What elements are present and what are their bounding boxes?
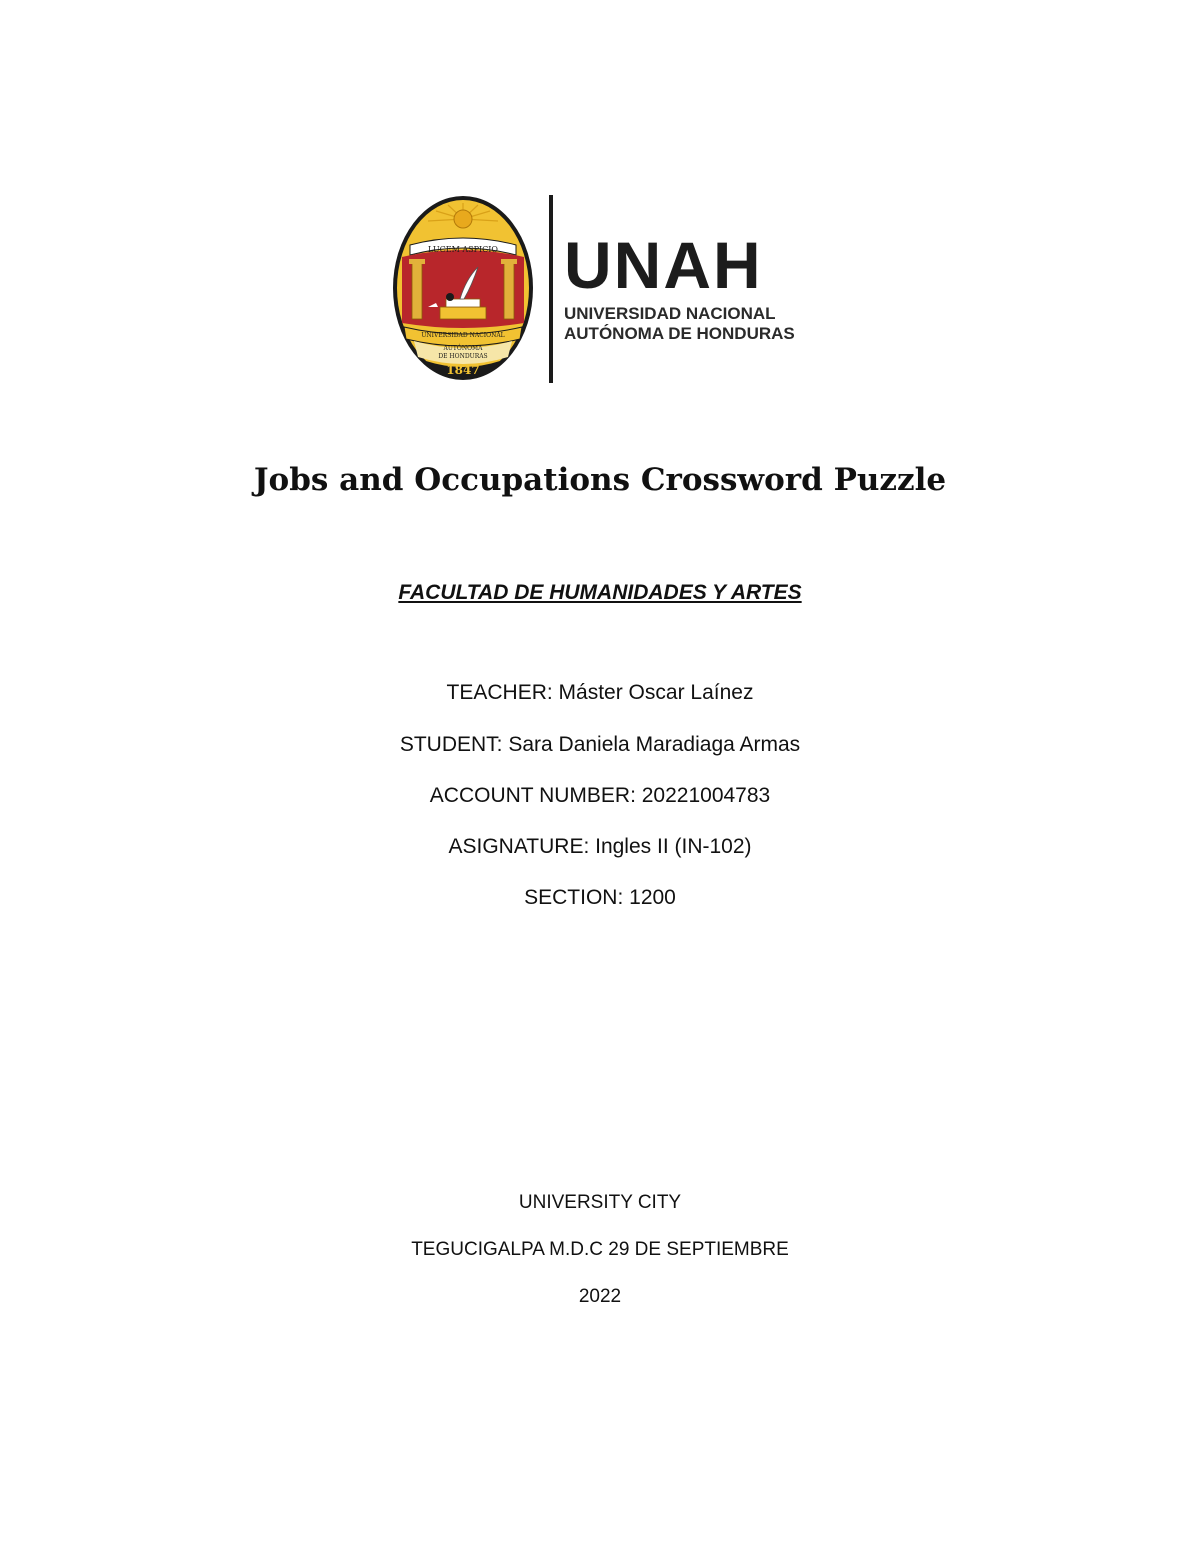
seal-ribbon-line-1: UNIVERSIDAD NACIONAL: [421, 332, 505, 339]
faculty-name: FACULTAD DE HUMANIDADES Y ARTES: [398, 581, 802, 604]
unah-logo: [392, 192, 832, 386]
seal-motto: LUCEM ASPICIO: [428, 245, 498, 254]
wordmark-subtitle-line-1: UNIVERSIDAD NACIONAL: [564, 304, 776, 323]
seal-year: 1847: [446, 363, 480, 377]
seal-ribbon-line-3: DE HONDURAS: [438, 353, 488, 360]
wordmark-title: UNAH: [564, 228, 763, 302]
document-title: Jobs and Occupations Crossword Puzzle: [253, 462, 947, 498]
section-line: SECTION: 1200: [524, 886, 676, 909]
unah-wordmark: [564, 228, 834, 344]
unah-seal-icon: [392, 195, 534, 381]
logo-divider: [549, 195, 553, 383]
footer-city: UNIVERSITY CITY: [518, 1192, 682, 1213]
seal-ribbon-line-2: AUTÓNOMA: [443, 345, 483, 352]
student-line: STUDENT: Sara Daniela Maradiaga Armas: [399, 733, 801, 756]
footer-location-date: TEGUCIGALPA M.D.C 29 DE SEPTIEMBRE: [411, 1239, 789, 1260]
account-number-line: ACCOUNT NUMBER: 20221004783: [429, 784, 771, 807]
teacher-line: TEACHER: Máster Oscar Laínez: [446, 681, 754, 704]
wordmark-subtitle-line-2: AUTÓNOMA DE HONDURAS: [564, 324, 795, 343]
asignature-line: ASIGNATURE: Ingles II (IN-102): [448, 835, 752, 858]
footer-year: 2022: [578, 1286, 622, 1307]
